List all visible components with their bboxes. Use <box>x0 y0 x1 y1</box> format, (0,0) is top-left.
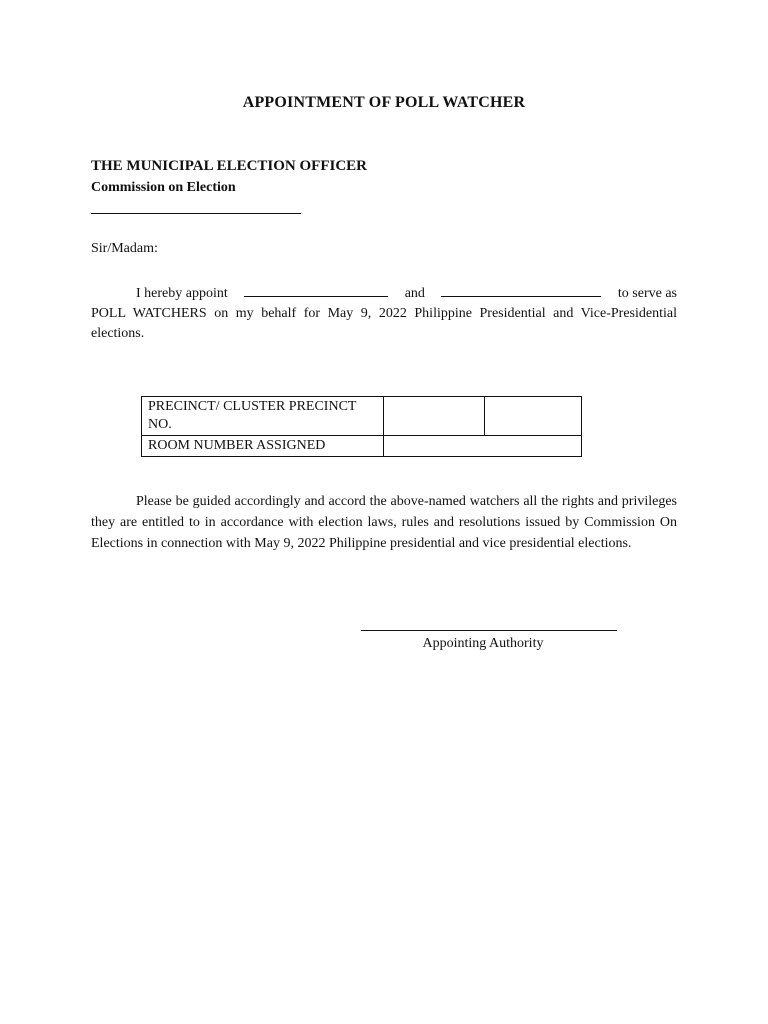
appointment-continuation: POLL WATCHERS on my behalf for May 9, 2022 Philippine Presidential and Vice-Presidential elections. <box>91 306 677 341</box>
subaddressee: Commission on Election <box>91 180 236 195</box>
and-text: and <box>404 286 425 301</box>
addressee: THE MUNICIPAL ELECTION OFFICER <box>91 158 368 174</box>
room-value-cell <box>384 436 582 457</box>
address-blank-line <box>91 213 301 214</box>
to-serve-text: to serve as <box>617 286 677 301</box>
second-watcher-blank <box>441 282 601 297</box>
first-watcher-blank <box>244 282 388 297</box>
precinct-value-cell <box>384 397 485 436</box>
guidance-paragraph: Please be guided accordingly and accord the above-named watchers all the rights and privileges they are entitled to in accordance with election laws, rules and resolutions issued by Commission On Elections in connection with May 9, 2022 Philippine presidential and vice presidential elections. <box>91 494 677 551</box>
signature-line <box>361 630 617 631</box>
room-label-cell: ROOM NUMBER ASSIGNED <box>142 436 384 457</box>
appoint-lead-text: I hereby appoint <box>136 286 228 301</box>
precinct-label-cell: PRECINCT/ CLUSTER PRECINCT NO. <box>142 397 384 436</box>
table-row <box>142 397 582 436</box>
appointment-first-line <box>91 282 677 304</box>
appointment-paragraph <box>91 282 677 344</box>
salutation: Sir/Madam: <box>91 241 158 256</box>
precinct-extra-cell <box>485 397 582 436</box>
table-row <box>142 436 582 457</box>
precinct-table <box>141 396 582 457</box>
document-title: APPOINTMENT OF POLL WATCHER <box>242 94 526 111</box>
signature-label: Appointing Authority <box>422 636 544 651</box>
